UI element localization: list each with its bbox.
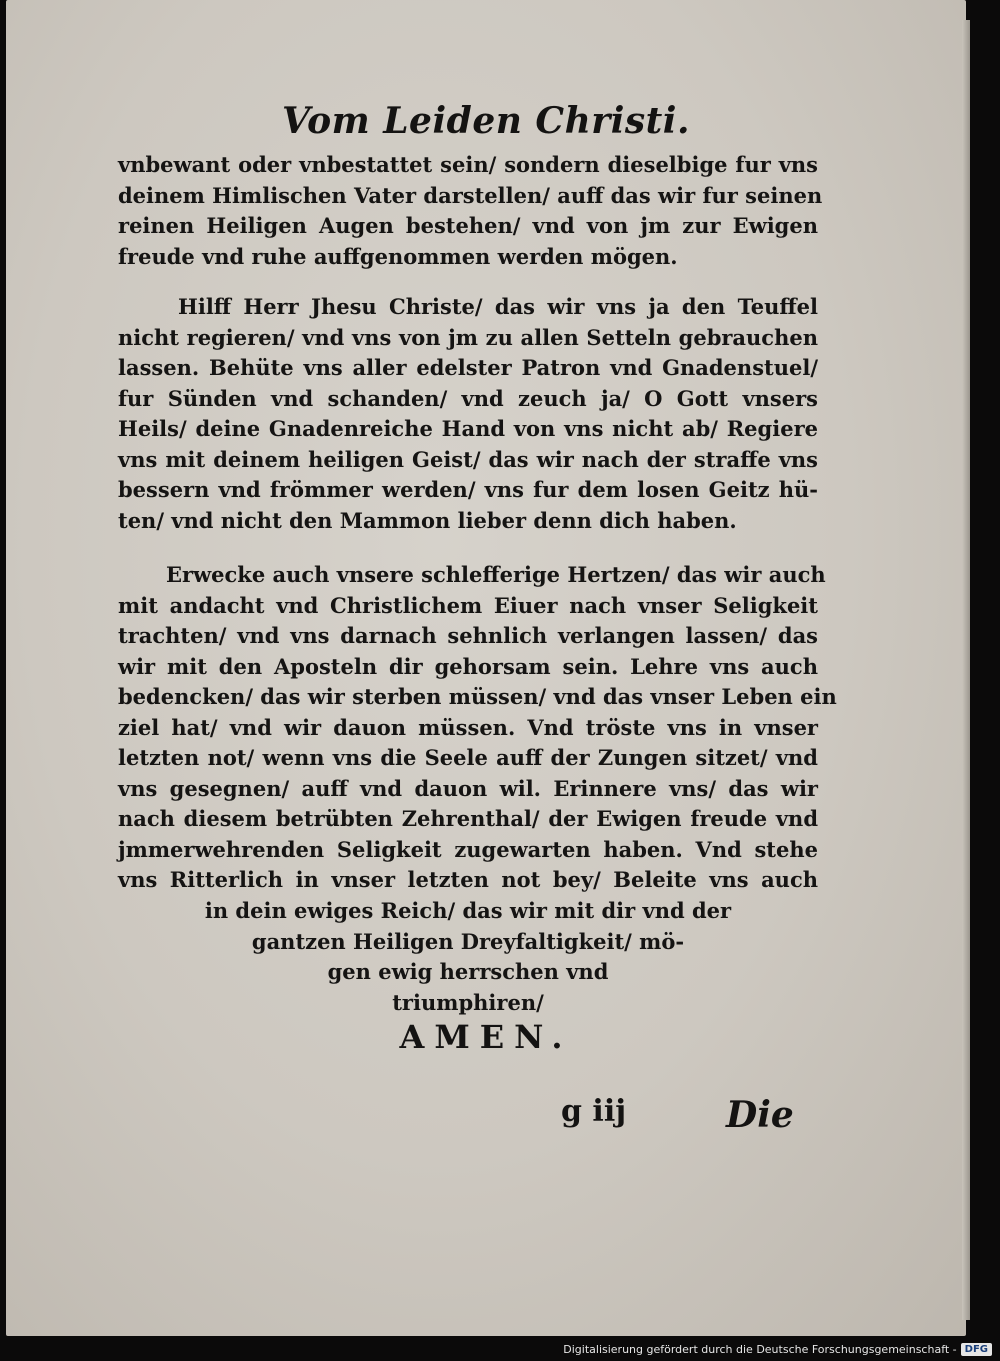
text-line: vns mit deinem heiligen Geist/ das wir nach der straffe vns	[118, 446, 818, 472]
text-line: wir mit den Aposteln dir gehorsam sein. Lehre vns auch	[118, 653, 818, 679]
text-line: triumphiren/	[392, 989, 544, 1015]
text-line: freude vnd ruhe auffgenommen werden mögen.	[118, 243, 678, 269]
funding-text: Digitalisierung gefördert durch die Deutsche Forschungsgemeinschaft -	[563, 1342, 957, 1356]
text-line: fur Sünden vnd schanden/ vnd zeuch ja/ O Gott vnsers	[118, 385, 818, 411]
text-line: nach diesem betrübten Zehrenthal/ der Ewigen freude vnd	[118, 806, 818, 831]
text-line: vns gesegnen/ auff vnd dauon wil. Erinnere vns/ das wir	[118, 775, 818, 801]
text-line: ziel hat/ vnd wir dauon müssen. Vnd tröste vns in vnser	[118, 714, 818, 740]
text-line: gantzen Heiligen Dreyfaltigkeit/ mö-	[251, 928, 685, 954]
dfg-logo-icon: DFG	[961, 1343, 992, 1356]
text-line: letzten not/ wenn vns die Seele auff der Zungen sitzet/ vnd	[118, 745, 818, 770]
text-line: reinen Heiligen Augen bestehen/ vnd von jm zur Ewigen	[118, 213, 818, 238]
paragraph-3	[118, 560, 837, 896]
text-line: bedencken/ das wir sterben müssen/ vnd das vnser Leben ein	[118, 684, 837, 709]
page-title: Vom Leiden Christi.	[281, 100, 690, 142]
catchword: Die	[726, 1094, 794, 1136]
text-line: mit andacht vnd Christlichem Eiuer nach vnser Seligkeit	[118, 592, 818, 618]
paragraph-1	[118, 150, 823, 272]
text-line: bessern vnd frömmer werden/ vns fur dem losen Geitz hü-	[118, 477, 818, 502]
text-line: gen ewig herrschen vnd	[327, 959, 609, 984]
text-line: vns Ritterlich in vnser letzten not bey/ Beleite vns auch	[118, 867, 818, 892]
paragraph-2	[118, 292, 818, 536]
text-line: Heils/ deine Gnadenreiche Hand von vns nicht ab/ Regiere	[118, 416, 818, 441]
text-line: deinem Himlischen Vater darstellen/ auff das wir fur seinen	[118, 182, 823, 208]
text-line: trachten/ vnd vns darnach sehnlich verlangen lassen/ das	[118, 623, 818, 648]
text-line: in dein ewiges Reich/ das wir mit dir vnd der	[204, 898, 732, 923]
text-line: Hilff Herr Jhesu Christe/ das wir vns ja den Teuffel	[178, 294, 818, 319]
book-page	[6, 0, 966, 1336]
amen-line: AMEN.	[399, 1018, 573, 1056]
text-line: ten/ vnd nicht den Mammon lieber denn dich haben.	[118, 507, 737, 533]
text-line: Erwecke auch vnsere schlefferige Hertzen/ das wir auch	[166, 562, 826, 587]
closing-taper	[118, 896, 818, 1018]
text-line: lassen. Behüte vns aller edelster Patron vnd Gnadenstuel/	[118, 355, 818, 380]
text-line: jmmerwehrenden Seligkeit zugewarten haben. Vnd stehe	[118, 836, 818, 862]
text-line: nicht regieren/ vnd vns von jm zu allen Setteln gebrauchen	[118, 324, 818, 350]
text-line: vnbewant oder vnbestattet sein/ sondern dieselbige fur vns	[118, 152, 818, 177]
signature-mark: g iij	[561, 1094, 627, 1129]
funding-footer	[563, 1340, 992, 1358]
